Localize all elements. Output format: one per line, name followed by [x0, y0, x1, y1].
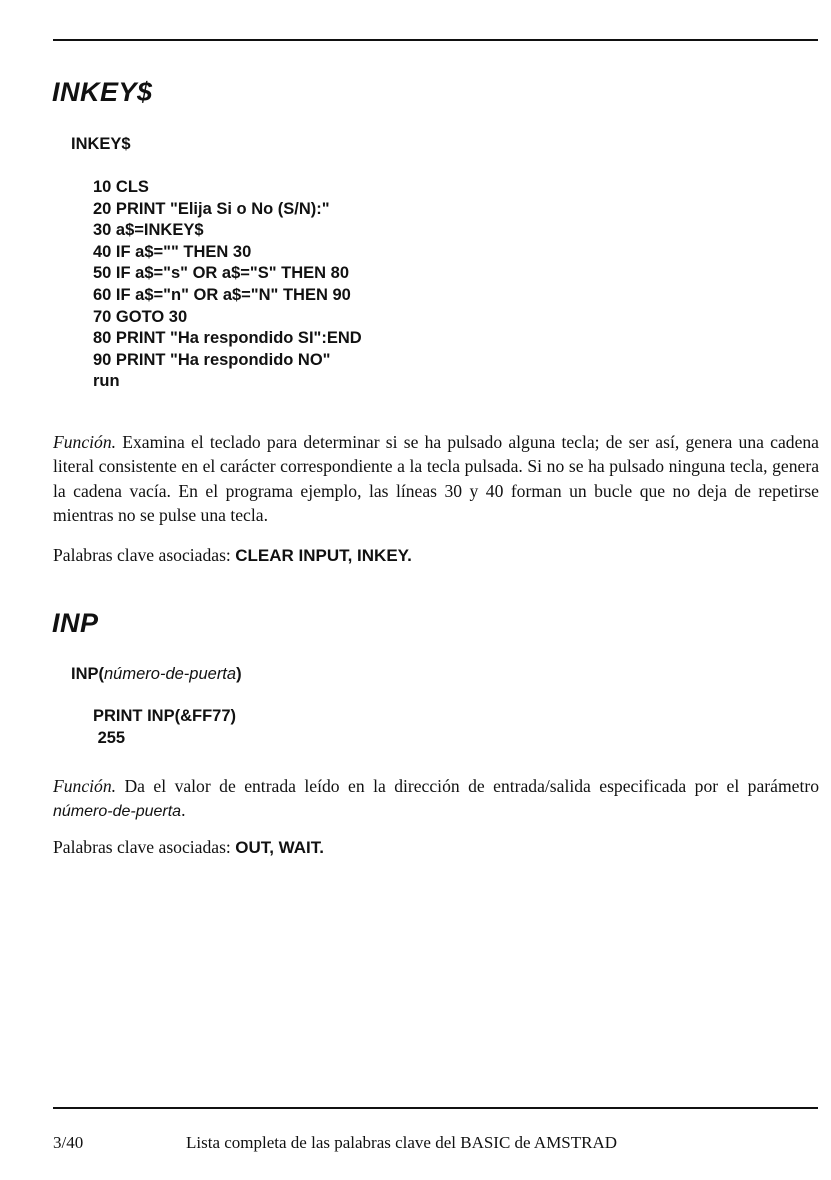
- code-line: 90 PRINT "Ha respondido NO": [93, 350, 331, 369]
- code-line: 10 CLS: [93, 178, 149, 196]
- related-keywords-inkey: [53, 547, 412, 565]
- bottom-rule: [53, 1107, 818, 1109]
- function-param: número-de-puerta: [53, 803, 182, 821]
- running-title: Lista completa de las palabras clave del BASIC de AMSTRAD: [186, 1133, 618, 1152]
- code-line: 40 IF a$="" THEN 30: [93, 242, 252, 261]
- function-label: Función.: [53, 432, 117, 452]
- section-title-inkey: INKEY$: [52, 77, 153, 107]
- function-description-inkey: [53, 430, 819, 527]
- code-line: 50 IF a$="s" OR a$="S" THEN 80: [93, 264, 349, 283]
- code-line: 70 GOTO 30: [93, 307, 188, 326]
- code-example-inp: [93, 706, 236, 749]
- syntax-close: ): [236, 665, 242, 683]
- page-number: 3/40: [53, 1133, 84, 1152]
- code-line: 255: [93, 728, 126, 747]
- code-line: 30 a$=INKEY$: [93, 221, 204, 240]
- code-line: run: [93, 372, 120, 391]
- function-text: Da el valor de entrada leído en la dirección de entrada/salida especificada por el parámetro: [116, 776, 819, 796]
- keywords-list: OUT, WAIT.: [235, 838, 324, 857]
- keywords-label: Palabras clave asociadas:: [53, 545, 236, 565]
- syntax-param: número-de-puerta: [104, 665, 237, 683]
- top-rule: [53, 39, 818, 41]
- function-description-inp: [53, 774, 819, 825]
- syntax-inp: [71, 666, 242, 683]
- code-line: 80 PRINT "Ha respondido SI":END: [93, 329, 362, 348]
- related-keywords-inp: [53, 839, 324, 857]
- code-line: 20 PRINT "Elija Si o No (S/N):": [93, 199, 330, 218]
- keywords-list: CLEAR INPUT, INKEY.: [235, 546, 412, 565]
- function-text: Examina el teclado para determinar si se ha pulsado alguna tecla; de ser así, genera una cadena literal consistente en el carácter correspondiente a la tecla pulsada. Si no se ha pulsado ninguna tecla, genera la cadena vacía. En el programa ejemplo, las líneas 30 y 40 forman un bucle que no deja de repetirse mientras no se pulse una tecla.: [53, 432, 819, 525]
- function-end: .: [181, 800, 186, 821]
- keywords-label: Palabras clave asociadas:: [53, 837, 236, 857]
- syntax-keyword: INP(: [71, 665, 104, 683]
- code-line: PRINT INP(&FF77): [93, 707, 237, 725]
- function-label: Función.: [53, 776, 117, 796]
- code-line: 60 IF a$="n" OR a$="N" THEN 90: [93, 285, 351, 304]
- code-example-inkey: [93, 177, 362, 393]
- section-title-inp: INP: [52, 608, 99, 638]
- syntax-inkey: INKEY$: [71, 135, 131, 153]
